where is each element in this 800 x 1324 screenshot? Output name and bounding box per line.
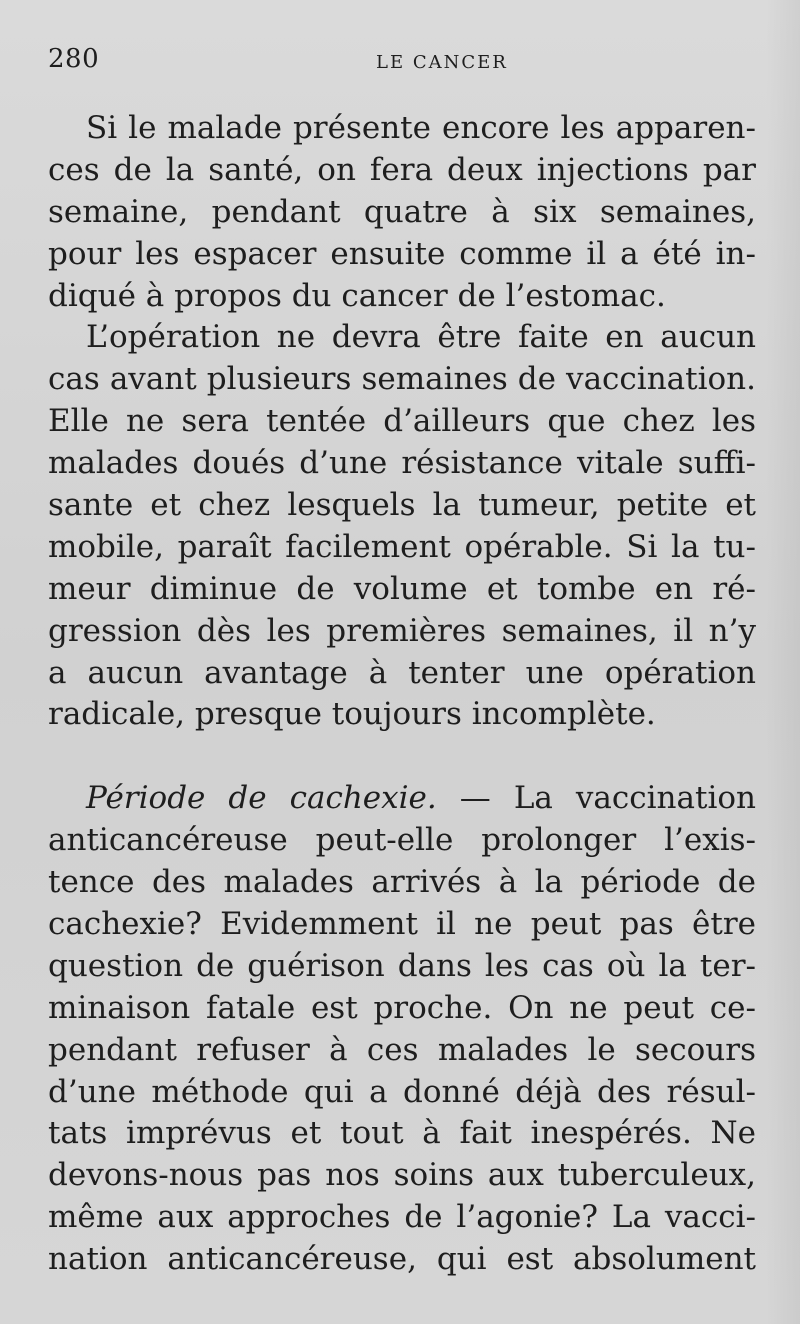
text-line: tats imprévus et tout à fait inespérés. Ne: [48, 1115, 756, 1152]
page-number: 280: [48, 44, 100, 74]
page-header: [48, 44, 758, 84]
text-line: semaine, pendant quatre à six semaines,: [48, 193, 756, 230]
text-line: devons-nous pas nos soins aux tuberculeux,: [48, 1157, 756, 1194]
text-line: meur diminue de volume et tombe en ré-: [48, 570, 756, 607]
section-heading: Période de cachexie.: [86, 780, 437, 817]
text-line: ces de la santé, on fera deux injections par: [48, 151, 756, 188]
text-line: tence des malades arrivés à la période de: [48, 864, 756, 901]
text-line: cachexie? Evidemment il ne peut pas être: [48, 906, 756, 943]
text-line: diqué à propos du cancer de l’estomac.: [48, 277, 666, 314]
paragraph: [48, 317, 756, 736]
text-line: Si le malade présente encore les apparen-: [86, 110, 756, 146]
text-line: sante et chez lesquels la tumeur, petite et: [48, 487, 756, 524]
paragraph: [48, 108, 756, 317]
body-text: [48, 108, 756, 1281]
text-line: d’une méthode qui a donné déjà des résul-: [48, 1073, 756, 1110]
section-gap: [48, 736, 756, 778]
text-line: pour les espacer ensuite comme il a été in-: [48, 235, 756, 272]
text-line: gression dès les premières semaines, il n’y: [48, 612, 756, 649]
text-line: radicale, presque toujours incomplète.: [48, 696, 656, 733]
text-line: nation anticancéreuse, qui est absolument: [48, 1241, 756, 1278]
text-line: même aux approches de l’agonie? La vacci-: [48, 1199, 756, 1236]
paragraph: [48, 778, 756, 1281]
text-line: pendant refuser à ces malades le secours: [48, 1031, 756, 1068]
text-line: mobile, paraît facilement opérable. Si la tu-: [48, 528, 756, 565]
text-line: Elle ne sera tentée d’ailleurs que chez les: [48, 403, 756, 440]
text-line: malades doués d’une résistance vitale suffi-: [48, 445, 756, 482]
running-head: LE CANCER: [376, 52, 508, 73]
text-line: a aucun avantage à tenter une opération: [48, 654, 756, 691]
section-heading-continuation: — La vaccination: [436, 780, 756, 817]
text-line: cas avant plusieurs semaines de vaccination.: [48, 361, 756, 398]
text-line: minaison fatale est proche. On ne peut ce-: [48, 989, 756, 1026]
section-heading-line: [48, 778, 756, 820]
text-line: anticancéreuse peut-elle prolonger l’exis-: [48, 822, 756, 859]
text-line: question de guérison dans les cas où la ter-: [48, 947, 756, 984]
text-line: L’opération ne devra être faite en aucun: [86, 319, 756, 356]
